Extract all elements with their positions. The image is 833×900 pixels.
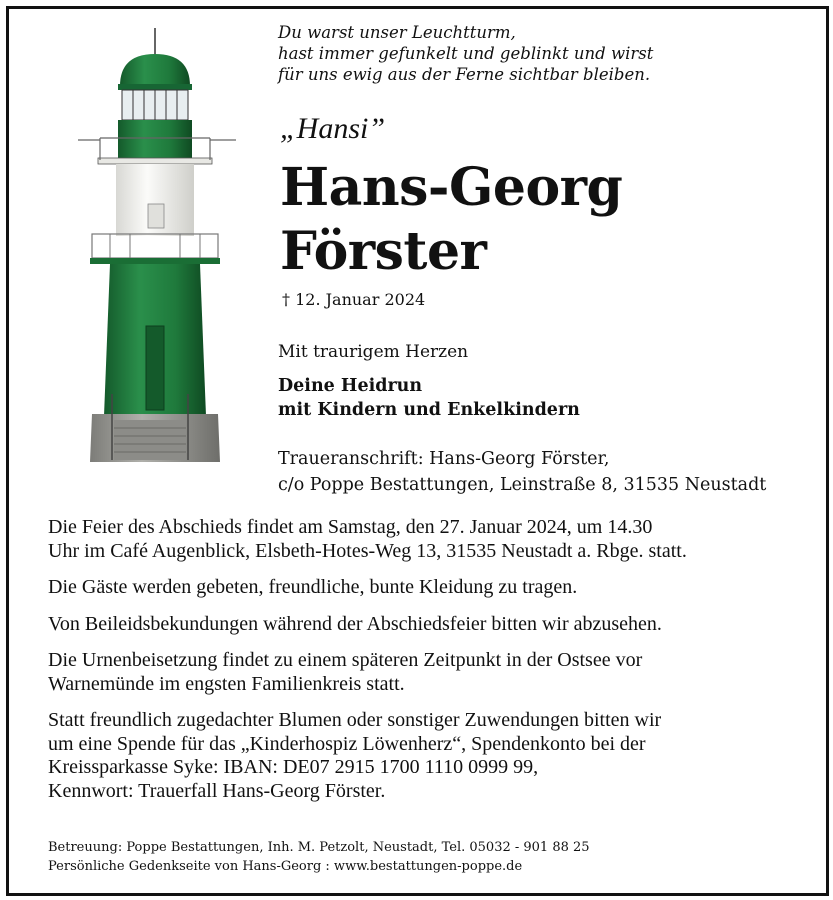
memorial-page-line: Persönliche Gedenkseite von Hans-Georg : www.bestattungen-poppe.de (48, 859, 523, 874)
lighthouse-icon (70, 26, 245, 471)
ceremony-paragraph (48, 516, 808, 563)
footer (48, 838, 590, 876)
poem-line: für uns ewig aus der Ferne sichtbar bleiben. (278, 65, 651, 84)
text-line: Warnemünde im engsten Familienkreis statt. (48, 672, 405, 695)
condolences-paragraph (48, 613, 808, 637)
address-line: Traueranschrift: Hans-Georg Förster, (278, 449, 610, 469)
funeral-home-line: Betreuung: Poppe Bestattungen, Inh. M. Petzolt, Neustadt, Tel. 05032 - 901 88 25 (48, 840, 590, 855)
burial-paragraph (48, 649, 808, 696)
dress-paragraph (48, 576, 808, 600)
deceased-name (280, 156, 622, 284)
donation-paragraph (48, 709, 808, 803)
notice-body (48, 516, 808, 816)
sorrow-line: Mit traurigem Herzen (278, 342, 469, 362)
text-line: Die Urnenbeisetzung findet zu einem späteren Zeitpunkt in der Ostsee vor (48, 649, 643, 671)
poem-line: Du warst unser Leuchtturm, (278, 23, 516, 42)
text-line: Uhr im Café Augenblick, Elsbeth-Hotes-Weg 13, 31535 Neustadt a. Rbge. statt. (48, 539, 687, 562)
mourners-line: Deine Heidrun (278, 376, 423, 396)
mourners-line: mit Kindern und Enkelkindern (278, 400, 580, 420)
text-line: Kreissparkasse Syke: IBAN: DE07 2915 1700 1110 0999 99, (48, 756, 539, 778)
memorial-poem (278, 22, 698, 85)
poem-line: hast immer gefunkelt und geblinkt und wirst (278, 44, 654, 63)
address-line: c/o Poppe Bestattungen, Leinstraße 8, 31535 Neustadt (278, 475, 767, 495)
text-line: Die Feier des Abschieds findet am Samstag, den 27. Januar 2024, um 14.30 (48, 516, 653, 538)
text-line: Statt freundlich zugedachter Blumen oder sonstiger Zuwendungen bitten wir (48, 709, 662, 731)
mourners (278, 374, 580, 422)
last-name: Förster (280, 221, 487, 282)
mourning-address (278, 446, 766, 498)
text-line: um eine Spende für das „Kinderhospiz Löwenherz“, Spendenkonto bei der (48, 732, 646, 755)
text-line: Die Gäste werden gebeten, freundliche, bunte Kleidung zu tragen. (48, 576, 578, 598)
death-date: † 12. Januar 2024 (282, 290, 426, 309)
first-name: Hans-Georg (280, 157, 623, 218)
nickname: „Hansi” (280, 112, 386, 145)
text-line: Kennwort: Trauerfall Hans-Georg Förster. (48, 779, 386, 802)
text-line: Von Beileidsbekundungen während der Abschiedsfeier bitten wir abzusehen. (48, 612, 662, 635)
